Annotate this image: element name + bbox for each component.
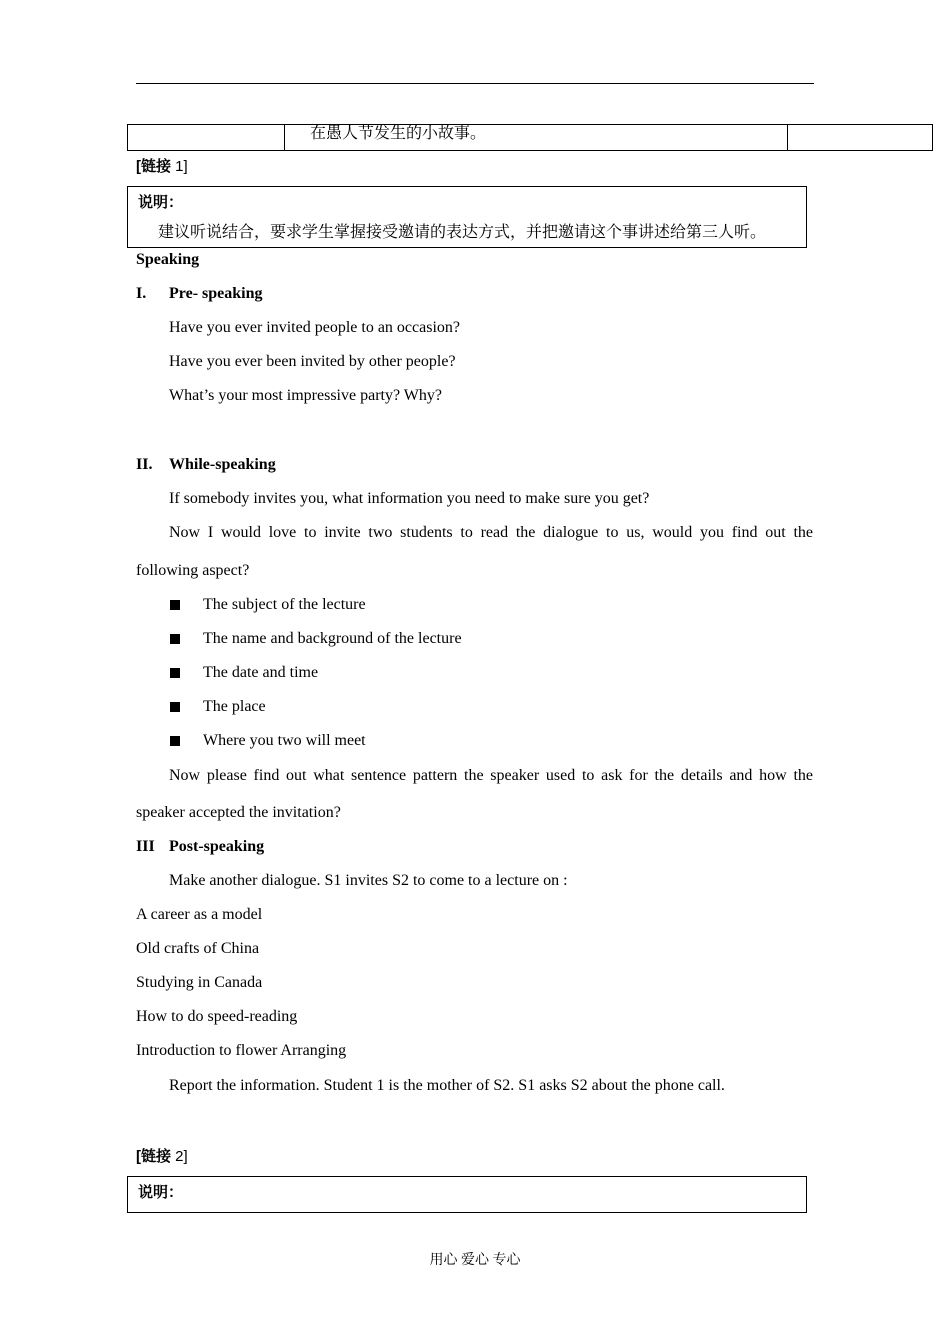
bullet-item: The place <box>203 698 266 715</box>
note-title: 说明： <box>138 194 184 211</box>
page-footer: 用心 爱心 专心 <box>429 1253 521 1268</box>
note-box-1 <box>127 186 807 248</box>
table-cell-left <box>128 125 285 151</box>
lecture-topic: Studying in Canada <box>136 974 263 991</box>
section-1-numeral: I. <box>136 285 147 302</box>
header-rule <box>136 83 814 84</box>
bullet-square-icon <box>170 736 180 746</box>
speaking-title: Speaking <box>136 251 200 268</box>
bullet-square-icon <box>170 634 180 644</box>
section-3-numeral: III <box>136 838 155 855</box>
section-1-heading: Pre- speaking <box>169 285 263 302</box>
lecture-topic: How to do speed-reading <box>136 1008 298 1025</box>
note-text: 建议听说结合，要求学生掌握接受邀请的表达方式，并把邀请这个事讲述给第三人听。 <box>158 224 767 241</box>
bullet-item: The name and background of the lecture <box>203 630 462 647</box>
bullet-item: The date and time <box>203 664 319 681</box>
pre-speaking-question-3: What’s your most impressive party? Why? <box>169 387 442 404</box>
bullet-item: The subject of the lecture <box>203 596 366 613</box>
lecture-topic: Old crafts of China <box>136 940 260 957</box>
table-cell-middle: 在愚人节发生的小故事。 <box>285 125 788 151</box>
top-table <box>127 124 933 151</box>
bullet-square-icon <box>170 668 180 678</box>
table-row <box>128 125 933 151</box>
paragraph-1-line-2: following aspect? <box>136 562 250 579</box>
paragraph-2-line-1: Now please find out what sentence pattern the speaker used to ask for the details and how the <box>169 767 813 784</box>
pre-speaking-question-1: Have you ever invited people to an occasion? <box>169 319 460 336</box>
note-box-2 <box>127 1176 807 1213</box>
while-speaking-question: If somebody invites you, what information you need to make sure you get? <box>169 490 650 507</box>
section-2-numeral: II. <box>136 456 153 473</box>
bullet-item: Where you two will meet <box>203 732 366 749</box>
lecture-topic: Introduction to flower Arranging <box>136 1042 347 1059</box>
lecture-topic: A career as a model <box>136 906 263 923</box>
post-speaking-intro: Make another dialogue. S1 invites S2 to come to a lecture on : <box>169 872 568 889</box>
link-2-label: [链接 2] <box>136 1148 188 1165</box>
pre-speaking-question-2: Have you ever been invited by other people? <box>169 353 456 370</box>
bullet-square-icon <box>170 600 180 610</box>
note-title: 说明： <box>138 1184 184 1201</box>
bullet-square-icon <box>170 702 180 712</box>
report-instruction: Report the information. Student 1 is the mother of S2. S1 asks S2 about the phone call. <box>169 1077 725 1094</box>
section-2-heading: While-speaking <box>169 456 276 473</box>
link-1-label: [链接 1] <box>136 158 188 175</box>
paragraph-1-line-1: Now I would love to invite two students to read the dialogue to us, would you find out the <box>169 524 813 541</box>
table-cell-right <box>788 125 933 151</box>
paragraph-2-line-2: speaker accepted the invitation? <box>136 804 341 821</box>
section-3-heading: Post-speaking <box>169 838 265 855</box>
